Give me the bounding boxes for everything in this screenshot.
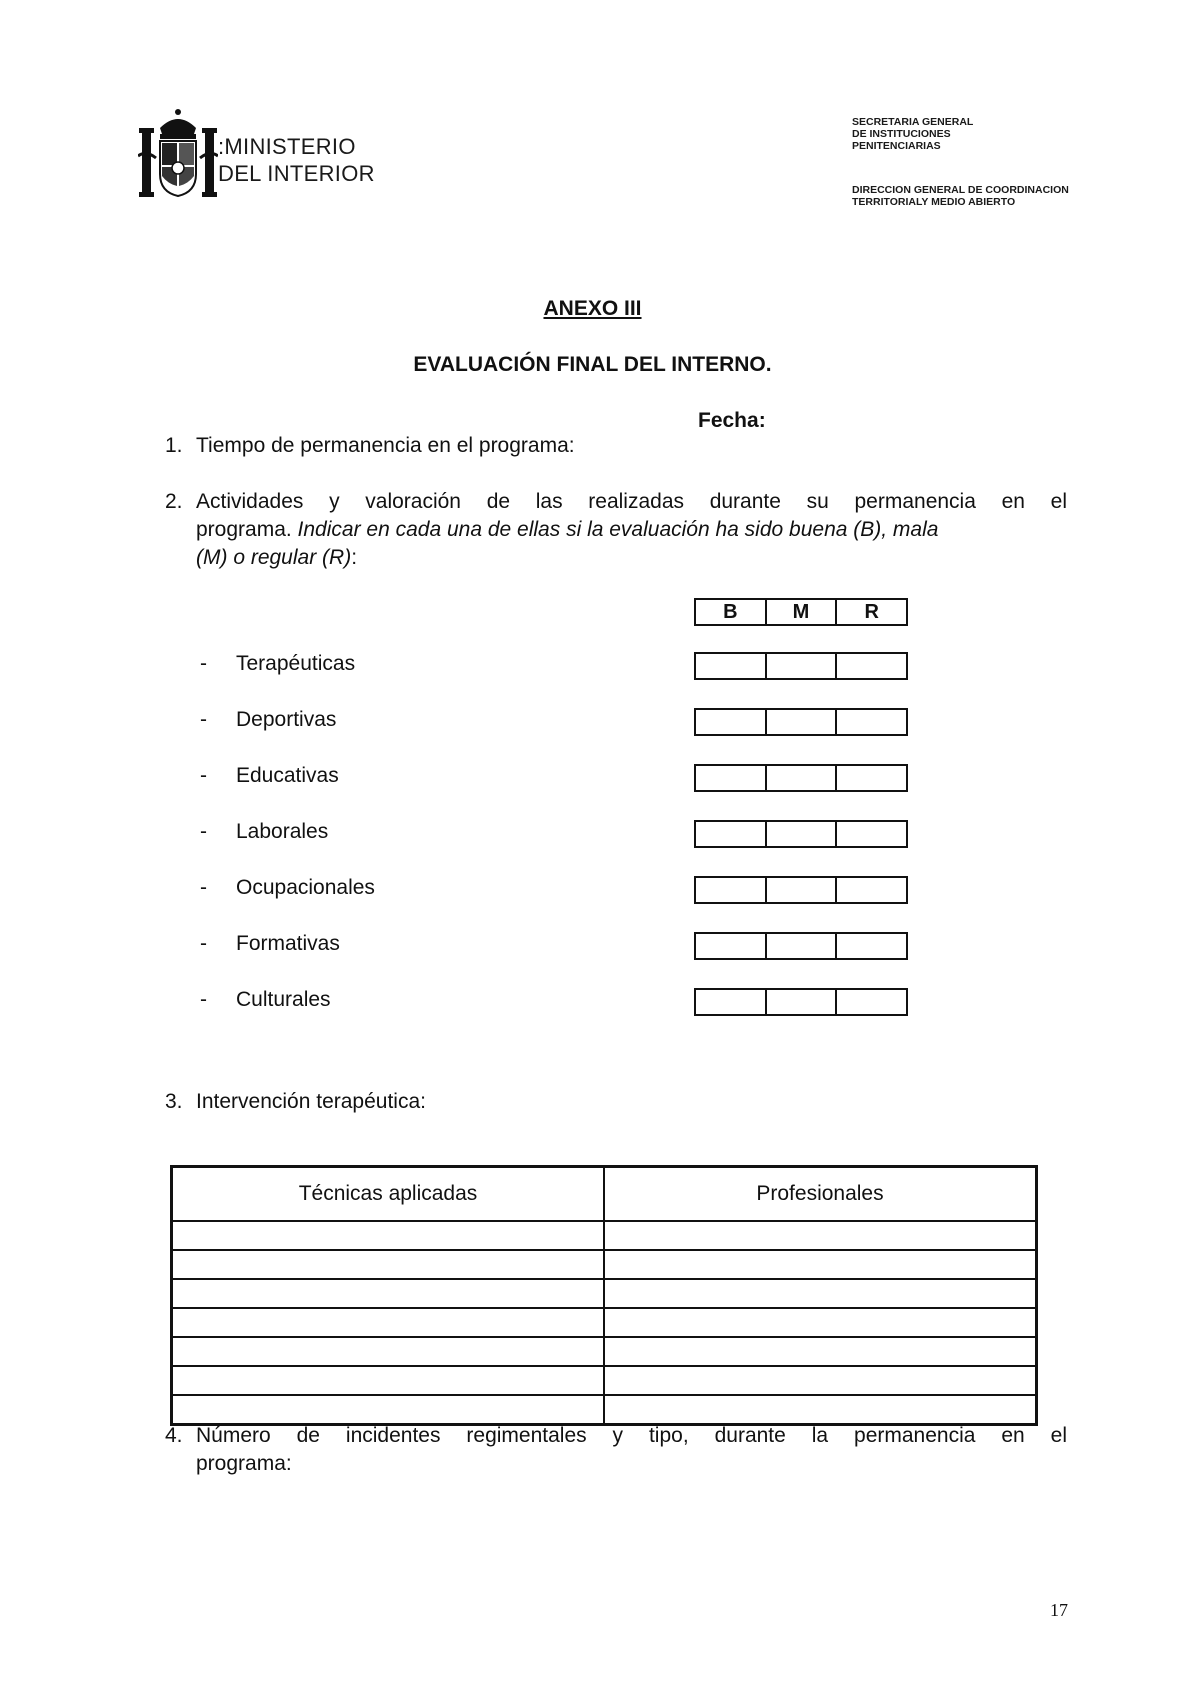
question-4-line-2: programa: — [196, 1452, 292, 1475]
activity-name: Ocupacionales — [236, 876, 375, 899]
grade-box-r[interactable] — [837, 878, 906, 902]
instruction-text: Indicar en cada una de ellas si la evaluación ha sido buena (B), mala — [297, 518, 939, 541]
technique-cell[interactable] — [172, 1221, 605, 1250]
word: permanencia — [854, 490, 976, 513]
technique-cell[interactable] — [172, 1308, 605, 1337]
technique-cell[interactable] — [172, 1337, 605, 1366]
direccion-general-block — [852, 184, 1069, 208]
question-2-line-3 — [165, 544, 1067, 572]
professional-cell[interactable] — [604, 1395, 1037, 1425]
direccion-line: TERRITORIALY MEDIO ABIERTO — [852, 196, 1016, 208]
grade-box-b[interactable] — [696, 766, 767, 790]
secretaria-line: DE INSTITUCIONES — [852, 128, 951, 140]
secretaria-line: PENITENCIARIAS — [852, 140, 941, 152]
activity-name: Culturales — [236, 988, 331, 1011]
grade-box-m[interactable] — [767, 654, 838, 678]
grade-box-r[interactable] — [837, 822, 906, 846]
dash: - — [200, 932, 207, 955]
technique-cell[interactable] — [172, 1279, 605, 1308]
activity-label — [200, 762, 339, 790]
grade-header — [694, 598, 908, 626]
grade-box-b[interactable] — [696, 934, 767, 958]
grade-col-b: B — [696, 600, 767, 624]
activity-grade-row — [694, 988, 908, 1016]
professional-cell[interactable] — [604, 1221, 1037, 1250]
grade-box-r[interactable] — [837, 934, 906, 958]
question-2-line-1 — [165, 488, 1067, 516]
grade-box-m[interactable] — [767, 766, 838, 790]
question-number: 4. — [165, 1424, 183, 1447]
page-number: 17 — [1050, 1600, 1068, 1620]
activity-name: Educativas — [236, 764, 339, 787]
word: tipo, — [648, 1424, 689, 1447]
ministry-line-1: :MINISTERIO — [218, 134, 356, 159]
activity-label — [200, 986, 331, 1014]
grade-box-b[interactable] — [696, 878, 767, 902]
dash: - — [200, 988, 207, 1011]
word: durante — [714, 1424, 786, 1447]
table-header-row — [172, 1167, 1037, 1222]
professional-cell[interactable] — [604, 1366, 1037, 1395]
activity-grade-row — [694, 708, 908, 736]
word: y — [612, 1424, 624, 1447]
dash: - — [200, 764, 207, 787]
question-4-line-1 — [165, 1422, 1067, 1450]
table-row — [172, 1337, 1037, 1366]
document-title: EVALUACIÓN FINAL DEL INTERNO. — [413, 353, 772, 376]
activity-label — [200, 706, 336, 734]
grade-box-m[interactable] — [767, 878, 838, 902]
word: las — [535, 490, 563, 513]
word: regimentales — [466, 1424, 587, 1447]
punctuation: : — [351, 546, 358, 569]
grade-box-r[interactable] — [837, 710, 906, 734]
ministry-line-2: DEL INTERIOR — [218, 161, 375, 186]
grade-box-m[interactable] — [767, 822, 838, 846]
grade-box-b[interactable] — [696, 990, 767, 1014]
dash: - — [200, 820, 207, 843]
column-header-techniques: Técnicas aplicadas — [172, 1167, 605, 1222]
table-row — [172, 1395, 1037, 1425]
activity-label — [200, 818, 328, 846]
grade-box-b[interactable] — [696, 654, 767, 678]
annex-title: ANEXO III — [543, 297, 642, 320]
question-number: 3. — [165, 1090, 183, 1113]
question-number-word — [165, 488, 303, 516]
question-3 — [165, 1088, 426, 1116]
question-number: 1. — [165, 434, 183, 457]
question-text: programa. — [196, 518, 298, 541]
question-1 — [165, 432, 575, 460]
question-text: Tiempo de permanencia en el programa: — [196, 434, 575, 457]
column-header-professionals: Profesionales — [604, 1167, 1037, 1222]
word: y — [329, 490, 340, 513]
question-number-word — [165, 1422, 271, 1450]
activity-label — [200, 930, 340, 958]
dash: - — [200, 708, 207, 731]
question-2-line-2 — [165, 516, 1067, 544]
word: incidentes — [345, 1424, 441, 1447]
professional-cell[interactable] — [604, 1250, 1037, 1279]
dash: - — [200, 876, 207, 899]
spain-coat-of-arms-icon — [138, 106, 218, 202]
activity-name: Laborales — [236, 820, 329, 843]
direccion-line: DIRECCION GENERAL DE COORDINACION — [852, 184, 1069, 196]
word: valoración — [365, 490, 461, 513]
table-row — [172, 1221, 1037, 1250]
secretaria-general-block — [852, 116, 973, 152]
grade-box-m[interactable] — [767, 710, 838, 734]
technique-cell[interactable] — [172, 1395, 605, 1425]
word: en — [1001, 490, 1025, 513]
activity-name: Deportivas — [236, 708, 337, 731]
ministry-name — [218, 133, 375, 187]
professional-cell[interactable] — [604, 1337, 1037, 1366]
table-row — [172, 1366, 1037, 1395]
instruction-text: (M) o regular (R) — [196, 546, 352, 569]
activity-name: Formativas — [236, 932, 340, 955]
professional-cell[interactable] — [604, 1279, 1037, 1308]
question-4 — [165, 1422, 1067, 1478]
activity-grade-row — [694, 820, 908, 848]
technique-cell[interactable] — [172, 1250, 605, 1279]
grade-box-r[interactable] — [837, 990, 906, 1014]
word: de — [486, 490, 511, 513]
date-label: Fecha: — [698, 409, 766, 432]
question-2 — [165, 488, 1067, 572]
grade-box-b[interactable] — [696, 822, 767, 846]
grade-box-m[interactable] — [767, 934, 838, 958]
professional-cell[interactable] — [604, 1308, 1037, 1337]
word: el — [1050, 490, 1067, 513]
table-row — [172, 1279, 1037, 1308]
activity-grade-row — [694, 652, 908, 680]
techniques-table — [170, 1165, 1038, 1426]
word: durante — [709, 490, 781, 513]
question-number: 2. — [165, 490, 183, 513]
grade-box-r[interactable] — [837, 654, 906, 678]
activity-grade-row — [694, 932, 908, 960]
grade-col-m: M — [767, 600, 838, 624]
question-text: Intervención terapéutica: — [196, 1090, 426, 1113]
activity-label — [200, 874, 375, 902]
secretaria-line: SECRETARIA GENERAL — [852, 116, 974, 128]
grade-box-b[interactable] — [696, 710, 767, 734]
word: realizadas — [588, 490, 685, 513]
table-row — [172, 1250, 1037, 1279]
grade-box-r[interactable] — [837, 766, 906, 790]
grade-box-m[interactable] — [767, 990, 838, 1014]
activity-name: Terapéuticas — [236, 652, 356, 675]
grade-col-r: R — [864, 601, 879, 623]
word: en — [1001, 1424, 1025, 1447]
word: permanencia — [854, 1424, 976, 1447]
activity-grade-row — [694, 876, 908, 904]
word: Número — [196, 1424, 271, 1447]
table-row — [172, 1308, 1037, 1337]
word: el — [1050, 1424, 1067, 1447]
word: Actividades — [196, 490, 304, 513]
word: la — [811, 1424, 829, 1447]
activity-label — [200, 650, 355, 678]
word: de — [296, 1424, 320, 1447]
word: su — [806, 490, 829, 513]
dash: - — [200, 652, 207, 675]
activity-grade-row — [694, 764, 908, 792]
technique-cell[interactable] — [172, 1366, 605, 1395]
